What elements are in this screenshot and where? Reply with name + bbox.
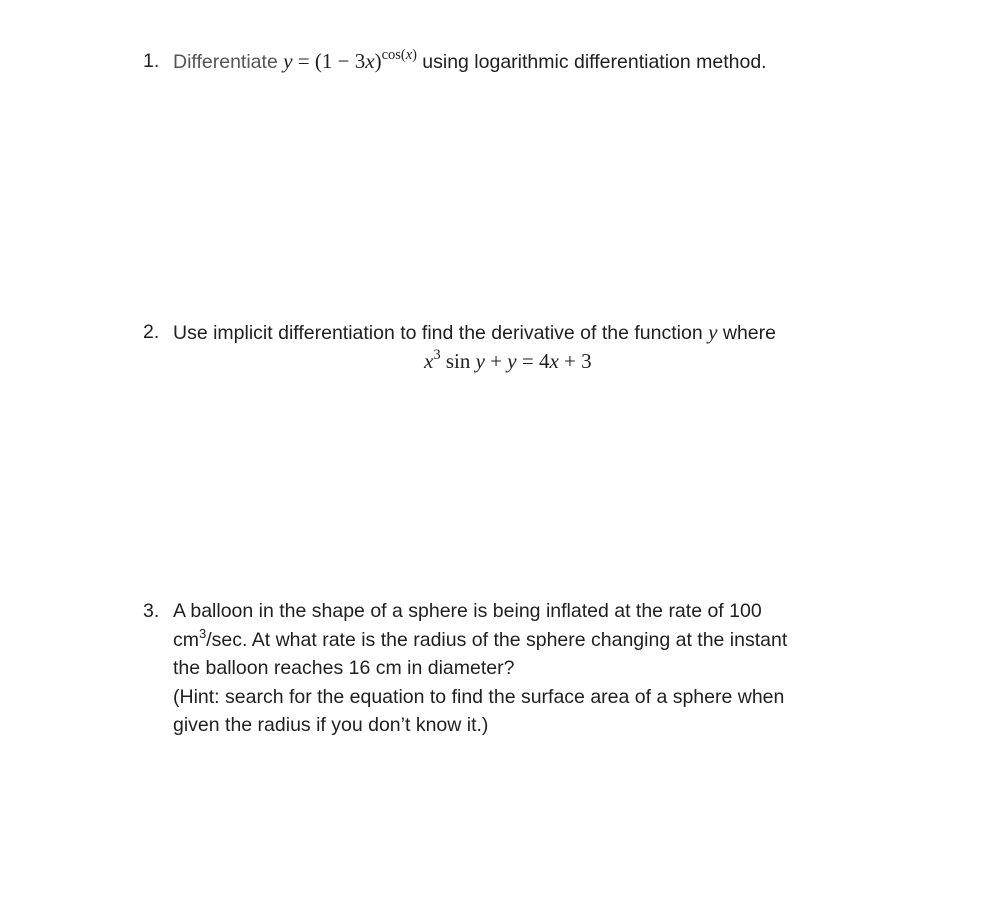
formula-exponent-var: x	[405, 47, 413, 63]
question-1-prefix: Differentiate	[173, 51, 278, 73]
question-2-var: y	[708, 320, 718, 344]
eq-rhs-const: 3	[581, 349, 592, 373]
question-3-line-2	[173, 626, 787, 657]
formula-base-var: x	[365, 49, 375, 73]
question-3-line-4: (Hint: search for the equation to find the surface area of a sphere when	[173, 685, 785, 708]
question-3-line-3: the balloon reaches 16 cm in diameter?	[173, 657, 515, 679]
unit-cm: cm	[173, 628, 199, 651]
eq-equals: =	[521, 349, 534, 373]
eq-rhs-coef: 4	[538, 349, 550, 373]
question-1-line	[173, 47, 767, 79]
question-2-number: 2.	[143, 321, 160, 343]
formula-exponent	[382, 47, 417, 63]
eq-y2: y	[507, 349, 517, 373]
eq-plus1: +	[490, 349, 503, 373]
formula-base-close: )	[374, 49, 382, 73]
eq-power: 3	[433, 347, 441, 363]
question-3-line-5: given the radius if you don’t know it.)	[173, 714, 489, 736]
formula-base: (1 − 3	[314, 49, 366, 73]
unit-power: 3	[199, 625, 207, 641]
question-3-number: 3.	[143, 600, 160, 622]
question-3-line-2-text: /sec. At what rate is the radius of the sphere changing at the instant	[206, 628, 788, 651]
formula-exponent-cos: cos(	[381, 47, 406, 63]
question-2-line	[173, 318, 776, 348]
eq-sin: sin	[445, 349, 471, 373]
question-1-number: 1.	[143, 50, 160, 72]
question-2-text: Use implicit differentiation to find the derivative of the function	[173, 322, 703, 344]
eq-rhs-var: x	[549, 349, 559, 373]
formula-equals: =	[297, 49, 310, 73]
question-2-text-end: where	[722, 322, 776, 344]
eq-x: x	[424, 349, 434, 373]
formula-exponent-close: )	[412, 47, 418, 63]
question-2-equation	[424, 347, 592, 379]
eq-y1: y	[475, 349, 485, 373]
question-1-formula	[283, 49, 422, 73]
question-3-line-1: A balloon in the shape of a sphere is being inflated at the rate of 100	[173, 600, 762, 622]
eq-plus2: +	[564, 349, 576, 373]
formula-lhs: y	[283, 49, 293, 73]
question-1-suffix: using logarithmic differentiation method.	[422, 51, 767, 73]
